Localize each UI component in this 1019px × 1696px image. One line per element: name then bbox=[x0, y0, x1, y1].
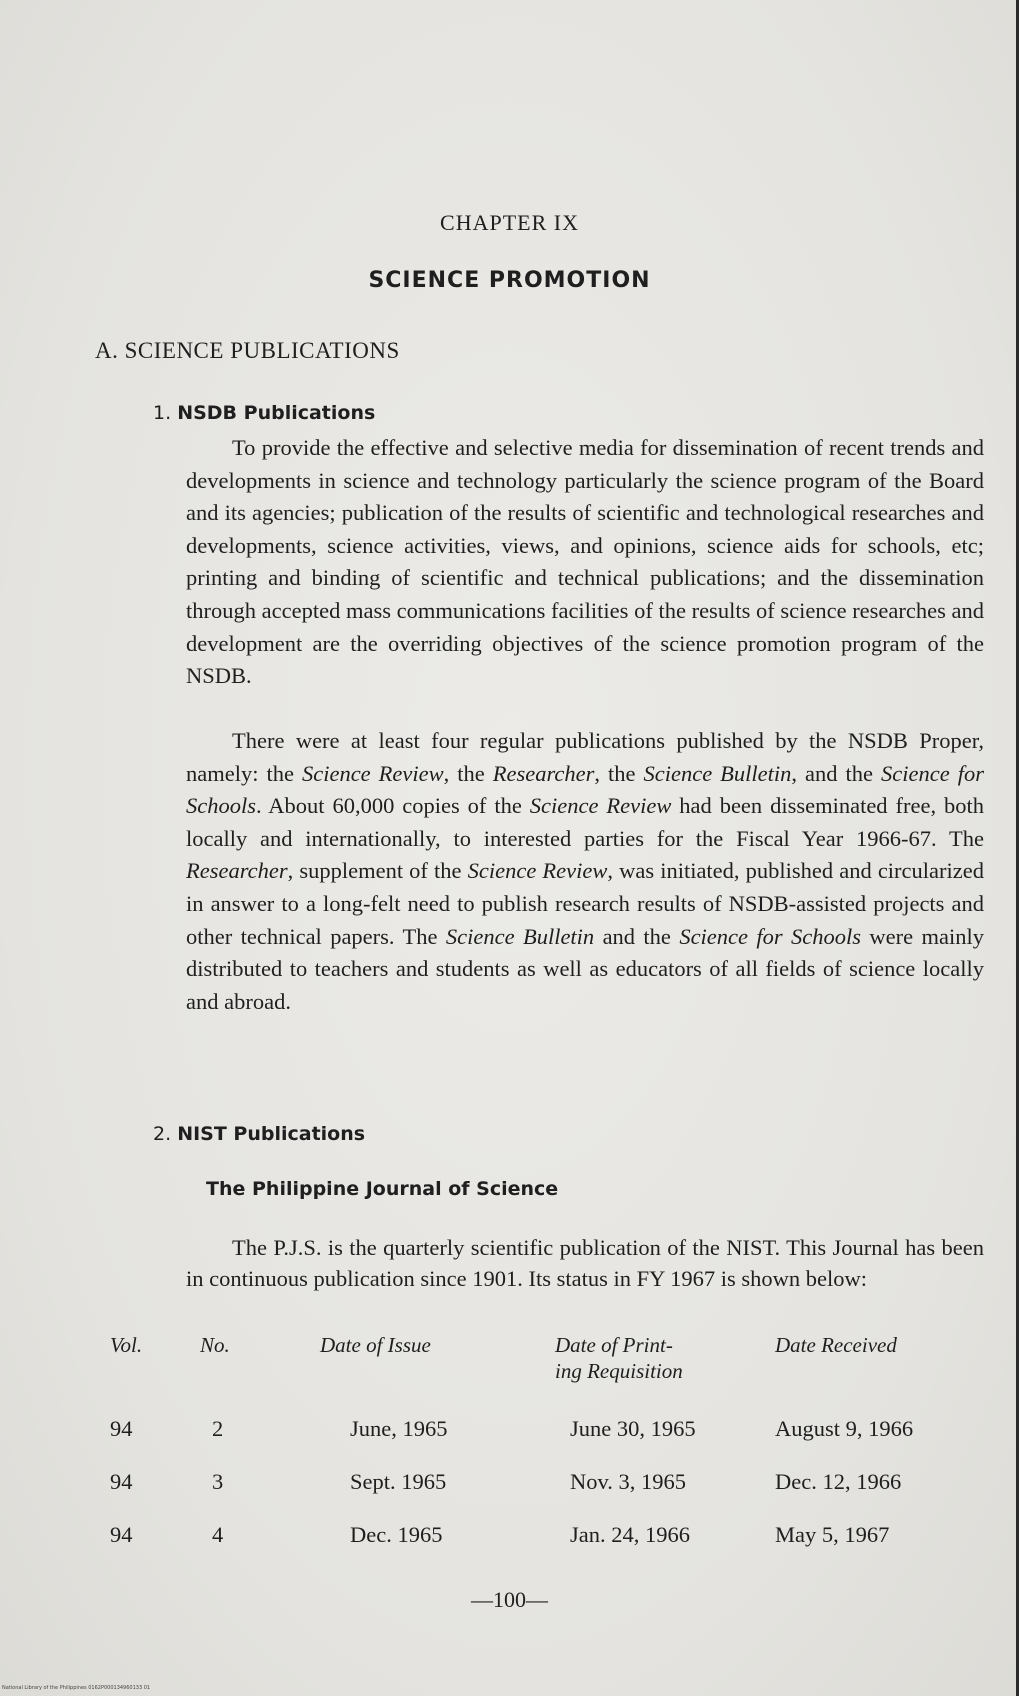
publication-title: Science for Schools bbox=[679, 923, 862, 949]
cell-vol: 94 bbox=[110, 1415, 133, 1441]
cell-no: 4 bbox=[212, 1521, 224, 1547]
cell-issue: June, 1965 bbox=[350, 1415, 448, 1441]
col-header-vol: Vol. bbox=[110, 1333, 143, 1357]
paragraph-pjs: The P.J.S. is the quarterly scientific publication of the NIST. This Journal has been in continuous publication since 1901. Its status in FY 1967 is shown below: bbox=[186, 1235, 984, 1291]
publication-title: Science Review bbox=[467, 858, 608, 884]
heading-nist-publications bbox=[153, 1123, 365, 1145]
col-header-received: Date Received bbox=[775, 1333, 897, 1357]
publication-title: Researcher bbox=[186, 858, 288, 884]
paragraph-regular-publications: There were at least four regular publications published by the NSDB Proper, namely: the Science Review, the Researcher, the Science Bulletin, and the Science for Schools. About 60,000 copies of the Science Review had been disseminated free, both locally and internationally, to interested parties for the Fiscal Year 1966-67. The Researcher, supplement of the Science Review, was initiated, published and circularized in answer to a long-felt need to publish research results of NSDB-assisted projects and other technical papers. The Science Bulletin and the Science for Schools were mainly distributed to teachers and students as well as educators of all fields of science locally and abroad. bbox=[186, 728, 984, 1014]
publication-title: Science Review bbox=[301, 760, 444, 786]
cell-print: Jan. 24, 1966 bbox=[570, 1521, 690, 1547]
cell-received: May 5, 1967 bbox=[775, 1521, 890, 1547]
cell-received: August 9, 1966 bbox=[775, 1415, 914, 1441]
publication-title: Science for Schools bbox=[186, 760, 984, 819]
chapter-heading: CHAPTER IX bbox=[440, 210, 579, 235]
col-header-print-requisition: Date of Print- ing Requisition bbox=[555, 1333, 683, 1383]
col-header-issue: Date of Issue bbox=[320, 1333, 431, 1357]
cell-issue: Dec. 1965 bbox=[350, 1521, 443, 1547]
cell-print: Nov. 3, 1965 bbox=[570, 1468, 687, 1494]
heading-number: 1. bbox=[153, 402, 172, 424]
scan-credit: National Library of the Philippines 0162P000134960133 01 bbox=[2, 1685, 151, 1691]
table-row bbox=[110, 1508, 990, 1561]
heading-text: NSDB Publications bbox=[177, 402, 376, 424]
paragraph-objectives: To provide the effective and selective media for dissemination of recent trends and developments in science and technology particularly the science program of the Board and its agencies; publication of the results of scientific and technological researches and developments, science activities, views, and opinions, science aids for schools, etc; printing and binding of scientific and technical publications; and the dissemination through accepted mass communications facilities of the results of science researches and development are the overriding objectives of the science promotion program of the NSDB. bbox=[186, 435, 984, 689]
table-row bbox=[110, 1455, 990, 1508]
heading-text: NIST Publications bbox=[177, 1123, 366, 1145]
cell-vol: 94 bbox=[110, 1521, 133, 1547]
publication-title: Science Bulletin bbox=[643, 760, 792, 786]
heading-number: 2. bbox=[153, 1123, 172, 1145]
table-header-row bbox=[110, 1332, 990, 1402]
cell-print: June 30, 1965 bbox=[570, 1415, 696, 1441]
pjs-status-table bbox=[110, 1332, 990, 1561]
publication-title: Researcher bbox=[492, 760, 595, 786]
cell-no: 2 bbox=[212, 1415, 224, 1441]
cell-received: Dec. 12, 1966 bbox=[775, 1468, 902, 1494]
publication-title: Science Bulletin bbox=[445, 923, 595, 949]
heading-nsdb-publications bbox=[153, 402, 375, 424]
cell-no: 3 bbox=[212, 1468, 224, 1494]
col-header-no: No. bbox=[200, 1333, 230, 1357]
section-title: SCIENCE PROMOTION bbox=[368, 268, 651, 293]
cell-issue: Sept. 1965 bbox=[350, 1468, 447, 1494]
publication-title: Science Review bbox=[529, 793, 672, 819]
page-number: —100— bbox=[471, 1587, 548, 1612]
heading-philippine-journal: The Philippine Journal of Science bbox=[206, 1178, 559, 1200]
table-row bbox=[110, 1402, 990, 1455]
cell-vol: 94 bbox=[110, 1468, 133, 1494]
subsection-heading: A. SCIENCE PUBLICATIONS bbox=[95, 338, 400, 363]
